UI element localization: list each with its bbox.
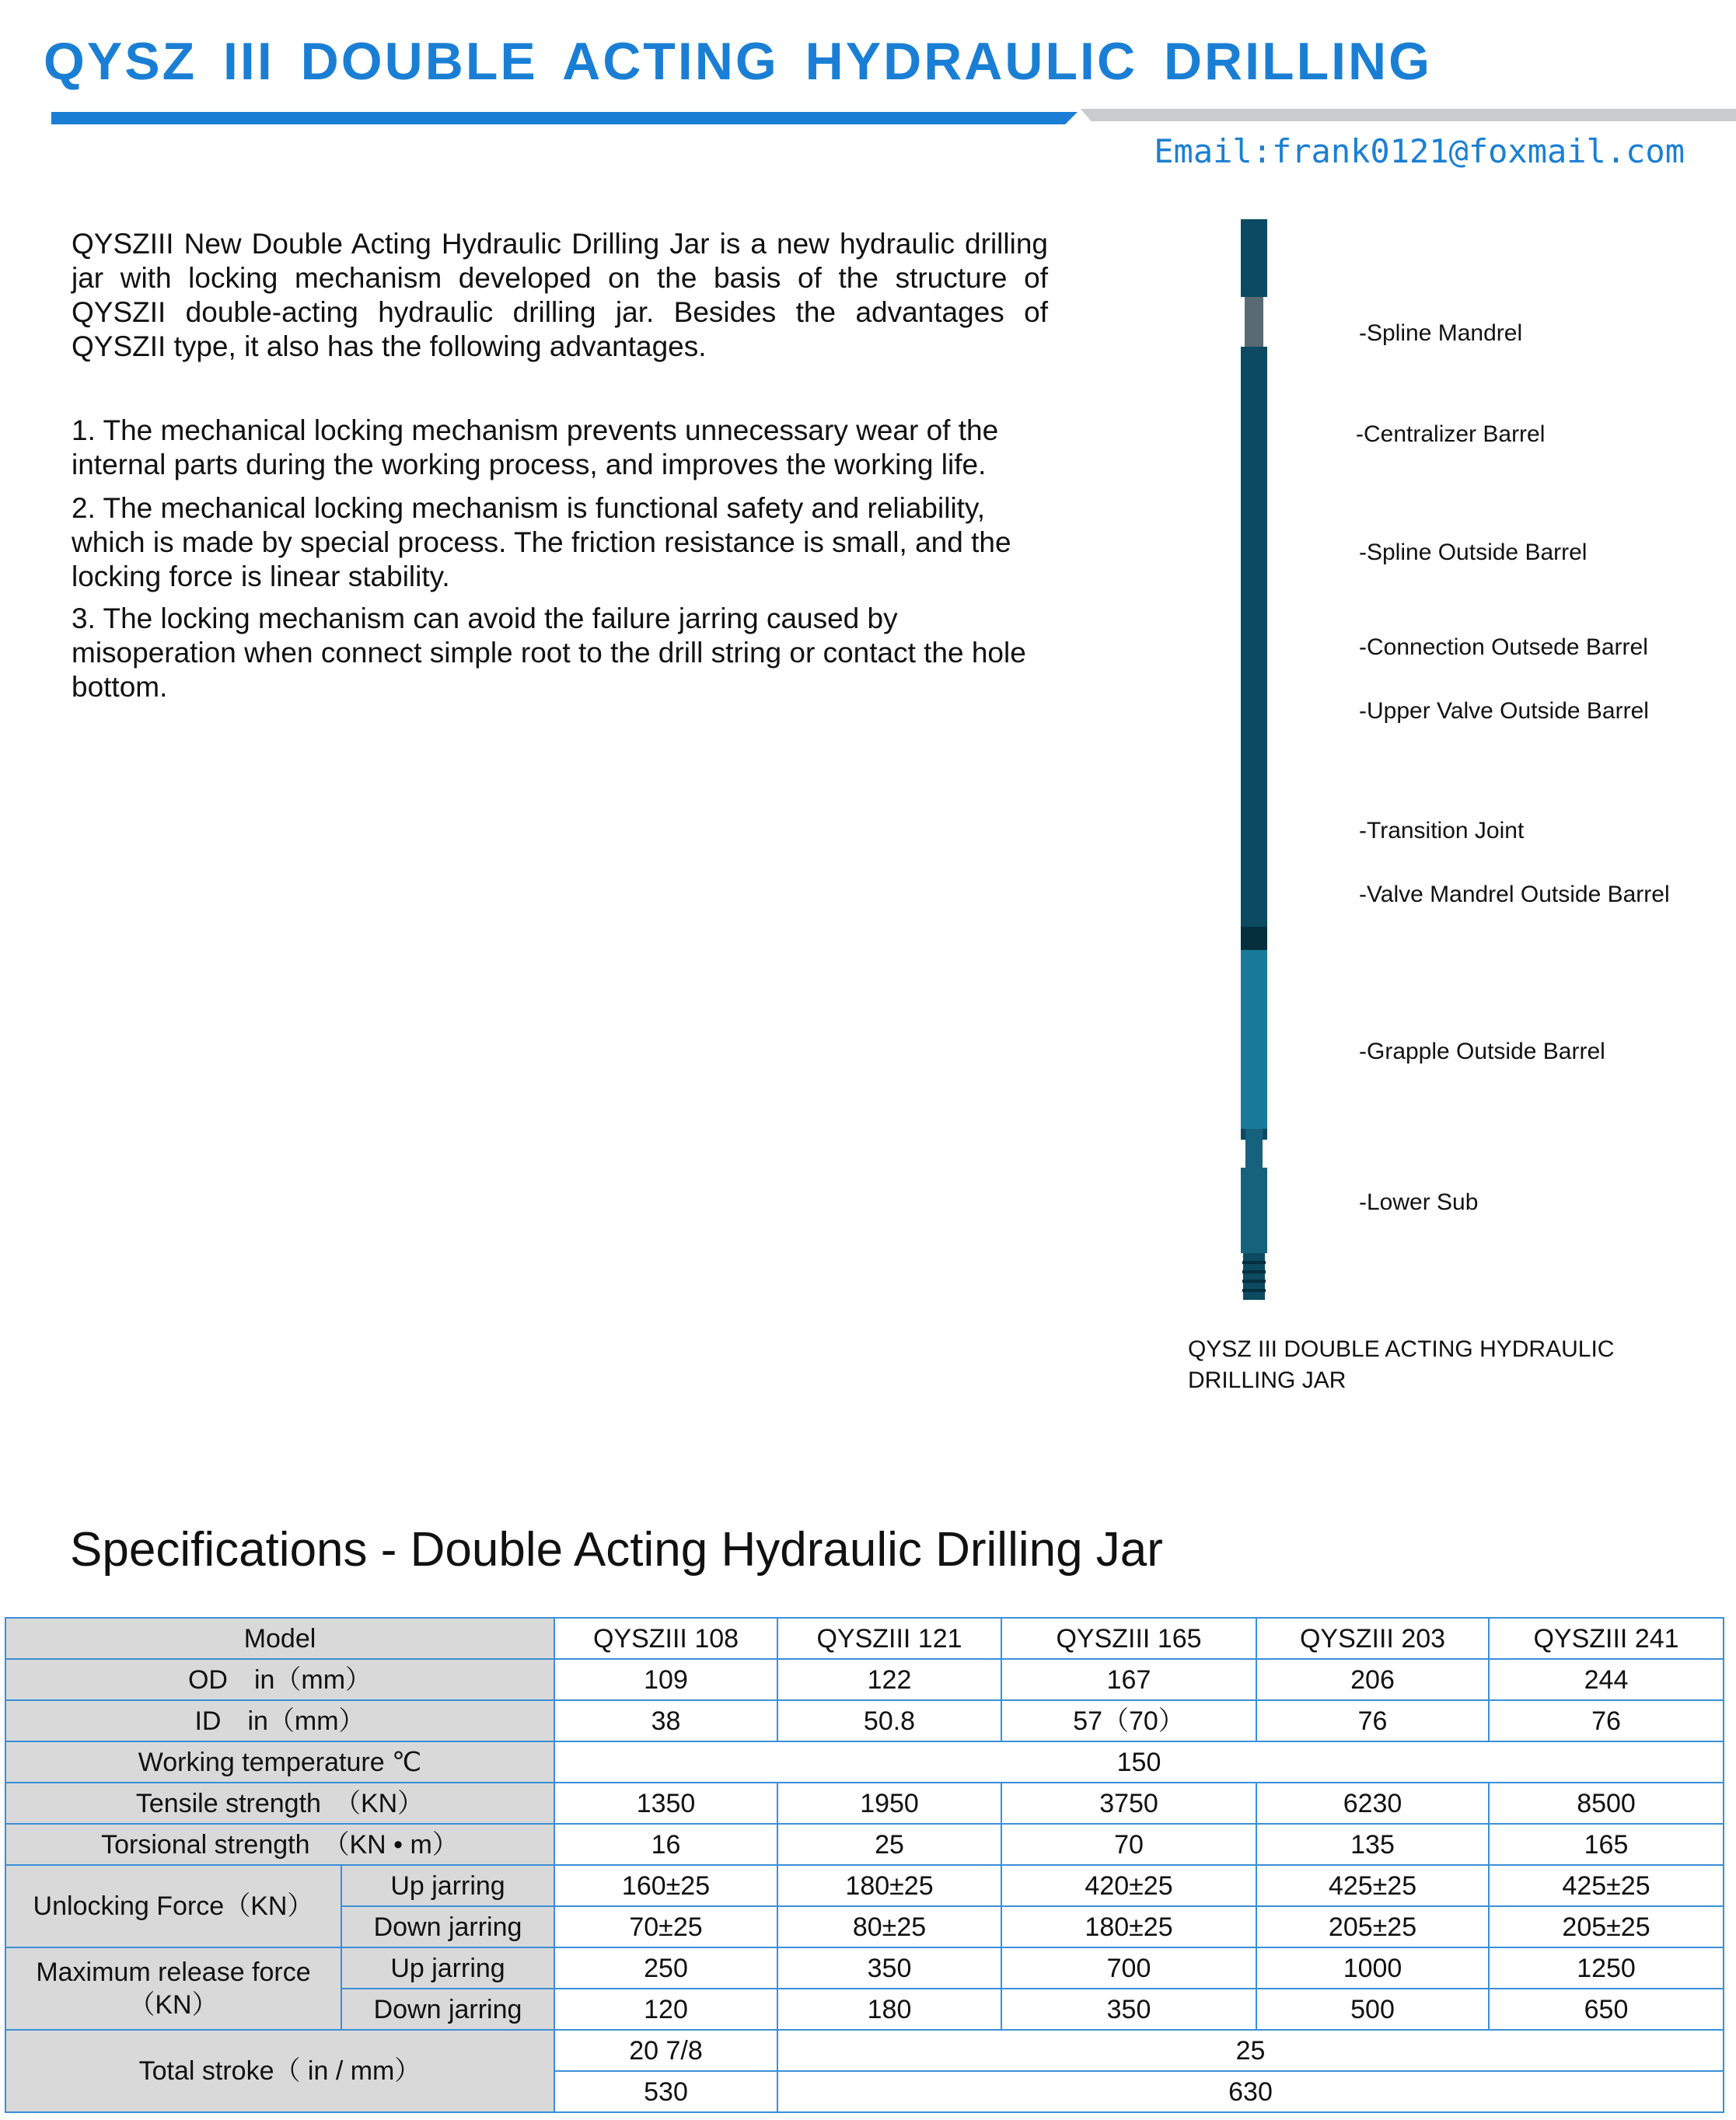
table-cell: 180±25 <box>1001 1906 1256 1947</box>
table-cell: 38 <box>554 1700 777 1741</box>
part-label: -Centralizer Barrel <box>1356 421 1546 447</box>
table-cell: 135 <box>1256 1824 1489 1865</box>
table-cell: 25 <box>777 1824 1001 1865</box>
part-label: -Lower Sub <box>1359 1189 1479 1215</box>
part-label: -Spline Outside Barrel <box>1359 540 1588 565</box>
table-cell: 350 <box>777 1947 1001 1989</box>
table-row <box>5 2030 1724 2071</box>
table-cell: 350 <box>1001 1989 1256 2030</box>
table-cell: 70±25 <box>554 1906 777 1947</box>
table-row <box>5 1783 1724 1824</box>
table-cell: 76 <box>1489 1700 1724 1741</box>
table-cell: 420±25 <box>1001 1865 1256 1906</box>
table-cell: 206 <box>1256 1659 1489 1700</box>
table-cell: QYSZIII 108 <box>554 1618 777 1659</box>
table-cell: 57（70） <box>1001 1700 1256 1741</box>
specifications-table <box>5 1617 1724 2113</box>
table-cell: QYSZIII 121 <box>777 1618 1001 1659</box>
row-label: Maximum release force（KN） <box>5 1947 341 2030</box>
table-cell: QYSZIII 203 <box>1256 1618 1489 1659</box>
table-cell: 650 <box>1489 1989 1724 2030</box>
title-underline-blue <box>51 112 1078 124</box>
table-cell: 530 <box>554 2071 777 2112</box>
table-cell: 500 <box>1256 1989 1489 2030</box>
drilling-jar-illustration <box>1225 219 1272 1300</box>
email-contact[interactable]: Email:frank0121@foxmail.com <box>1154 132 1685 170</box>
part-label: -Grapple Outside Barrel <box>1359 1039 1605 1064</box>
row-label: Working temperature ℃ <box>5 1741 554 1783</box>
advantage-item: 1. The mechanical locking mechanism prevents unnecessary wear of the internal parts during the working process, and improves the working life. <box>72 414 999 480</box>
table-cell: 80±25 <box>777 1906 1001 1947</box>
table-cell: 76 <box>1256 1700 1489 1741</box>
table-cell: 425±25 <box>1489 1865 1724 1906</box>
table-row <box>5 1824 1724 1865</box>
table-cell: 8500 <box>1489 1783 1724 1824</box>
part-label: -Valve Mandrel Outside Barrel <box>1359 882 1670 907</box>
advantage-item: 3. The locking mechanism can avoid the failure jarring caused by misoperation when connect simple root to the drill string or contact the hole bottom. <box>72 602 1026 703</box>
table-cell: 16 <box>554 1824 777 1865</box>
tool-lower-sub <box>1241 1168 1267 1253</box>
table-row <box>5 1700 1724 1741</box>
title-underline-gray <box>1081 109 1736 121</box>
table-cell: 70 <box>1001 1824 1256 1865</box>
diagram-caption: QYSZ III DOUBLE ACTING HYDRAULIC DRILLING JAR <box>1188 1336 1615 1393</box>
tool-collar <box>1241 347 1267 362</box>
row-label: ID in（mm） <box>5 1700 554 1741</box>
table-row <box>5 1947 1724 1989</box>
table-cell: 165 <box>1489 1824 1724 1865</box>
table-cell: 630 <box>777 2071 1724 2112</box>
table-row <box>5 1741 1724 1783</box>
table-cell: 250 <box>554 1947 777 1989</box>
tool-top-sub <box>1241 219 1267 297</box>
table-row <box>5 1865 1724 1906</box>
table-cell: 180±25 <box>777 1865 1001 1906</box>
table-cell: 1000 <box>1256 1947 1489 1989</box>
tool-neck <box>1245 1129 1263 1168</box>
table-cell: 1250 <box>1489 1947 1724 1989</box>
table-row <box>5 1618 1724 1659</box>
row-label: Unlocking Force（KN） <box>5 1865 341 1947</box>
table-cell: 120 <box>554 1989 777 2030</box>
intro-paragraph: QYSZIII New Double Acting Hydraulic Drilling Jar is a new hydraulic drilling jar with locking mechanism developed on the basis of the structure of QYSZII double-acting hydraulic drilling jar. Besides the advantages of QYSZII type, it also has the following advantages. <box>72 228 1048 362</box>
table-cell: 6230 <box>1256 1783 1489 1824</box>
row-sublabel: Down jarring <box>341 1989 554 2030</box>
table-cell: 20 7/8 <box>554 2030 777 2071</box>
part-label: -Upper Valve Outside Barrel <box>1359 698 1649 724</box>
table-cell: 150 <box>554 1741 1724 1783</box>
row-sublabel: Up jarring <box>341 1947 554 1989</box>
table-cell: QYSZIII 165 <box>1001 1618 1256 1659</box>
part-label: -Spline Mandrel <box>1359 320 1523 346</box>
table-cell: 700 <box>1001 1947 1256 1989</box>
table-cell: 244 <box>1489 1659 1724 1700</box>
table-cell: 425±25 <box>1256 1865 1489 1906</box>
specifications-title: Specifications - Double Acting Hydraulic Drilling Jar <box>70 1523 1163 1577</box>
table-cell: 167 <box>1001 1659 1256 1700</box>
row-sublabel: Down jarring <box>341 1906 554 1947</box>
tool-spline-mandrel <box>1245 297 1263 347</box>
row-label: Model <box>5 1618 554 1659</box>
table-cell: 122 <box>777 1659 1001 1700</box>
row-label: Torsional strength （KN • m） <box>5 1824 554 1865</box>
part-label: -Transition Joint <box>1359 818 1525 843</box>
table-cell: 205±25 <box>1489 1906 1724 1947</box>
advantage-item: 2. The mechanical locking mechanism is functional safety and reliability, which is made by special process. The friction resistance is small, and the locking force is linear stability. <box>72 492 1011 592</box>
table-cell: 25 <box>777 2030 1724 2071</box>
page-title: QYSZ III DOUBLE ACTING HYDRAULIC DRILLING <box>44 32 1433 91</box>
tool-transition-band <box>1241 927 1267 950</box>
table-cell: QYSZIII 241 <box>1489 1618 1724 1659</box>
row-label: OD in（mm） <box>5 1659 554 1700</box>
tool-pin-end <box>1243 1253 1265 1300</box>
table-cell: 180 <box>777 1989 1001 2030</box>
table-cell: 1950 <box>777 1783 1001 1824</box>
row-label: Tensile strength （KN） <box>5 1783 554 1824</box>
row-label: Total stroke（ in / mm） <box>5 2030 554 2112</box>
table-cell: 109 <box>554 1659 777 1700</box>
table-cell: 3750 <box>1001 1783 1256 1824</box>
row-sublabel: Up jarring <box>341 1865 554 1906</box>
table-row <box>5 1659 1724 1700</box>
tool-grapple-barrel <box>1241 950 1267 1129</box>
table-cell: 50.8 <box>777 1700 1001 1741</box>
table-cell: 205±25 <box>1256 1906 1489 1947</box>
part-label: -Connection Outsede Barrel <box>1359 634 1648 660</box>
table-cell: 160±25 <box>554 1865 777 1906</box>
table-cell: 1350 <box>554 1783 777 1824</box>
